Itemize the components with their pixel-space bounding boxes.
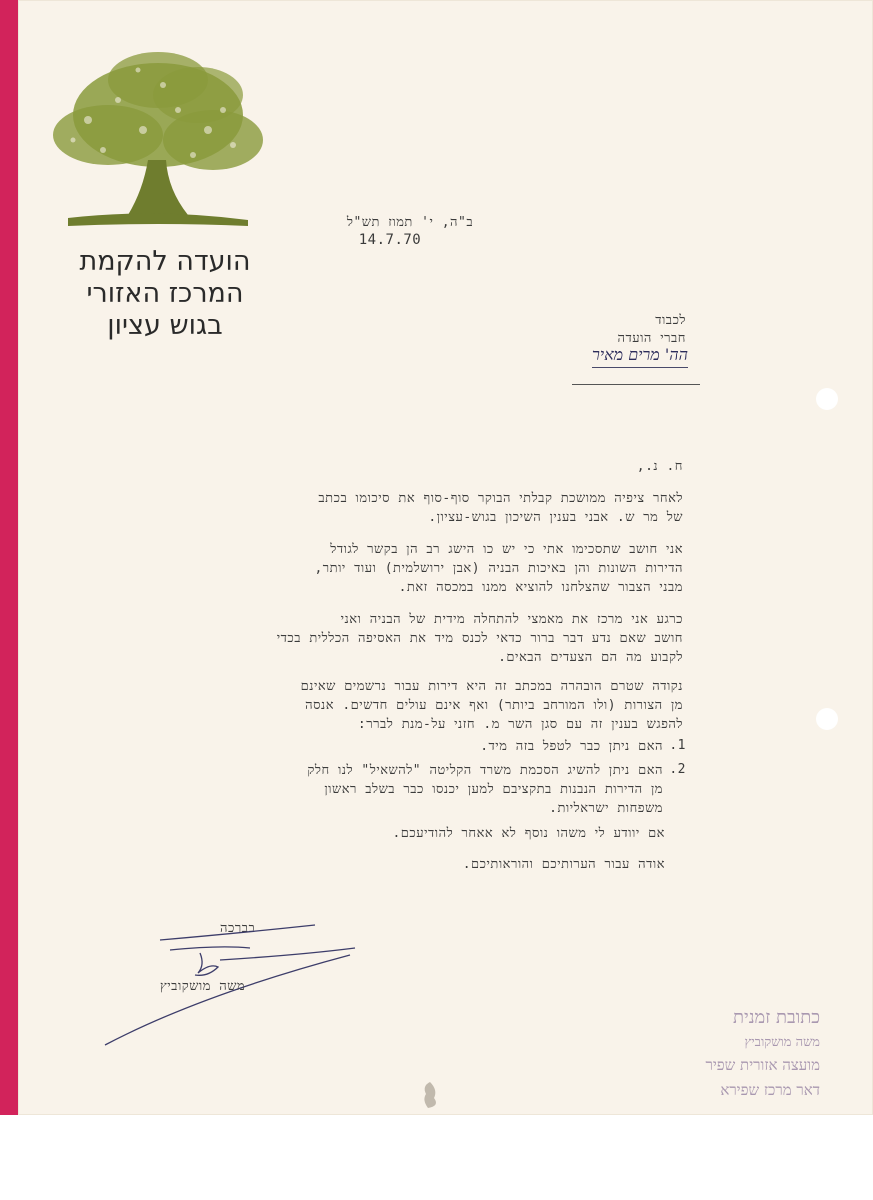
punch-hole-top [816,388,838,410]
address-underline [572,384,700,385]
date-gregorian: 14.7.70 [358,232,422,248]
paragraph-4-line-2: מן הצורות (ולו המורחב ביותר) ואף אינם עולים חדשים. אנסה [305,698,683,713]
closing-line-1: אם יוודע לי משהו נוסף לא אאחר להודיעכם. [392,826,665,841]
question-2-line-2: מן הדירות הנבנות בתקציבם למען יכנסו כבר בשלב ראשון [324,782,663,797]
recipient-handwritten-name: הה' מרים מאיר [592,345,688,368]
greeting: ח. נ., [636,459,683,474]
paragraph-2-line-3: מבני הצבור שהצלחנו להוציא ממנו במכסה זאת. [398,580,683,595]
paper-edge-left [0,0,18,1115]
punch-hole-bottom [816,708,838,730]
paragraph-1-line-2: של מר ש. אבני בענין השיכון בגוש-עציון. [428,510,683,525]
paragraph-4-line-3: להפגש בענין זה עם סגן השר מ. חזני על-מנת לברר: [357,717,683,732]
organization-name [50,246,280,342]
org-name-line2: המרכז האזורי [86,278,244,309]
org-name-line1: הועדה להקמת [79,246,251,277]
tree-logo [48,40,268,235]
stamp-line-2: מועצה אזורית שפיר [705,1056,820,1074]
signer-name: משה מושקוביץ [160,979,246,994]
closing-line-2: אודה עבור הערותיכם והוראותיכם. [462,857,665,872]
stamp-line-1: משה מושקוביץ [744,1035,820,1050]
paragraph-2-line-2: הדירות השונות והן באיכות הבניה (אבן ירושלמית) ועוד יותר, [314,561,683,576]
recipient-line1: לכבוד [655,313,686,328]
paragraph-1-line-1: לאחר ציפיה ממושכת קבלתי הבוקר סוף-סוף את סיכומו בכתב [318,491,683,506]
date-hebrew: ב"ה, י' תמוז תש"ל [346,215,474,230]
recipient-line2: חברי הועדה [617,331,686,346]
question-1-number: 1. [669,738,686,753]
stamp-line-3: דאר מרכז שפירא [720,1081,820,1099]
stamp-title: כתובת זמנית [733,1007,820,1028]
question-2-number: 2. [669,762,686,777]
address-stamp [640,1007,820,1100]
paragraph-4-line-1: נקודה שטרם הובהרה במכתב זה היא דירות עבור נרשמים שאינם [300,679,683,694]
paragraph-3-line-1: כרגע אני מרכז את מאמצי להתחלה מידית של הבניה ואני [340,612,683,627]
org-name-line3: בגוש עציון [107,310,223,341]
question-2-line-1: האם ניתן להשיג הסכמת משרד הקליטה "להשאיל" לנו חלק [307,763,663,778]
closing-regards: בברכה [220,921,256,936]
paragraph-3-line-3: לקבוע מה הם הצעדים הבאים. [498,650,683,665]
question-1-text: האם ניתן כבר לטפל בזה מיד. [480,739,663,754]
paper-stain [420,1080,442,1110]
paragraph-3-line-2: חושב שאם נדע דבר ברור כדאי לכנס מיד את האסיפה הכללית בכדי [276,631,683,646]
question-2-line-3: משפחות ישראליות. [549,801,663,816]
paragraph-2-line-1: אני חושב שתסכימו אתי כי יש כו הישג רב הן בקשר לגודל [330,542,683,557]
